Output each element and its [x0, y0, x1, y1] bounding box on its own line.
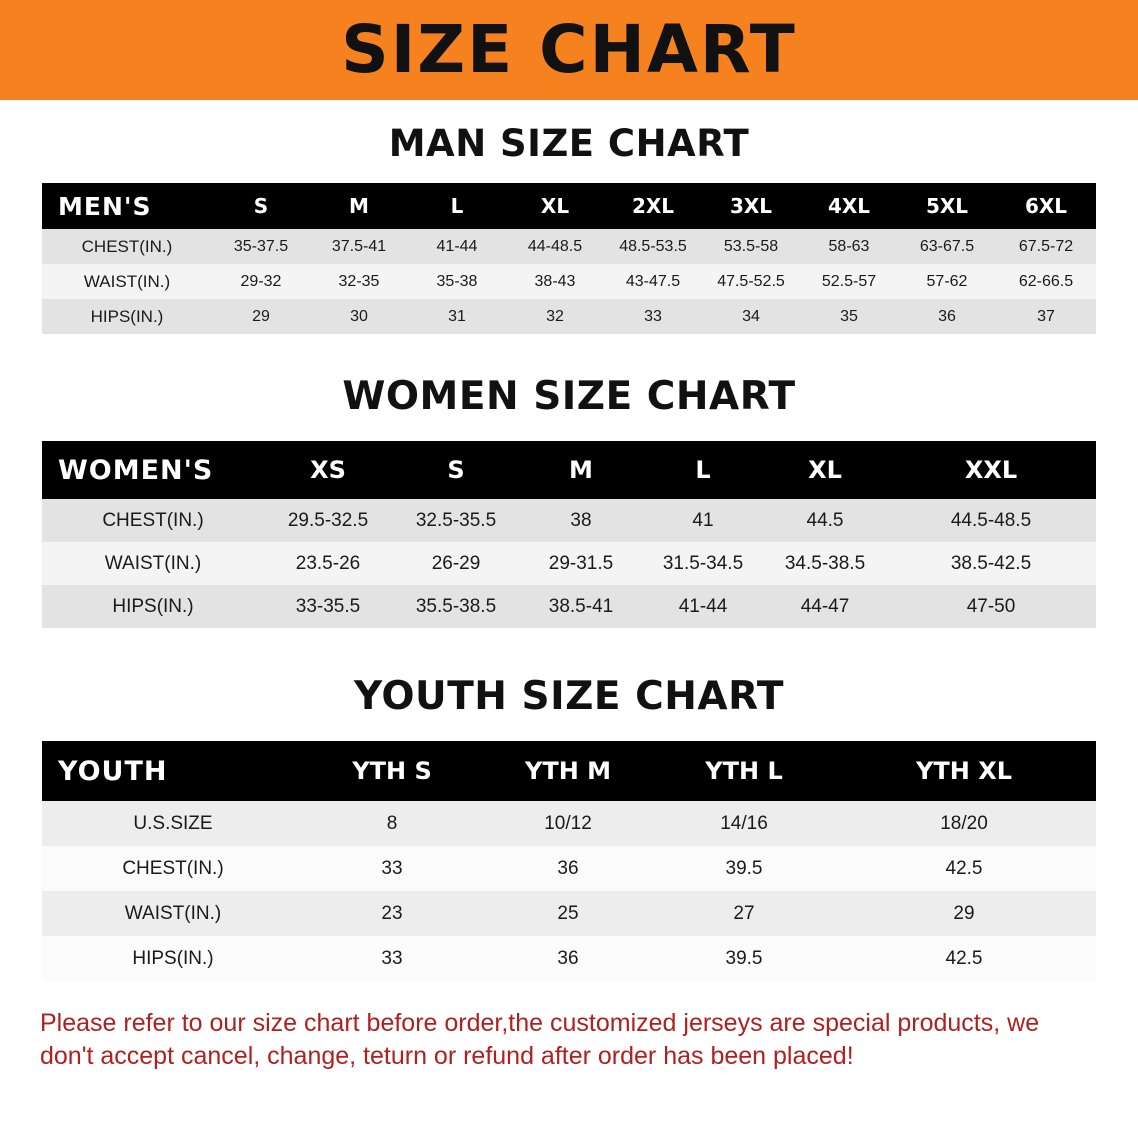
table-cell: 37: [1037, 307, 1055, 325]
table-cell: 33-35.5: [295, 595, 361, 617]
column-header: L: [408, 183, 506, 229]
table-cell: 29-32: [240, 272, 282, 290]
row-label: WAIST(IN.): [83, 271, 171, 291]
table-row: [42, 264, 1096, 299]
row-label: WAIST(IN.): [124, 902, 222, 924]
column-header: YTH M: [480, 741, 656, 801]
table-cell: 30: [350, 307, 368, 325]
table-cell: 32-35: [338, 272, 380, 290]
table-cell: 47-50: [966, 595, 1016, 617]
table-cell: 67.5-72: [1018, 237, 1074, 255]
table-row: [42, 299, 1096, 334]
table-row: [42, 846, 1096, 891]
table-cell: 29.5-32.5: [287, 509, 369, 531]
man-size-table: [42, 183, 1096, 334]
policy-note: Please refer to our size chart before order,the customized jerseys are special products, we don't accept cancel, change, teturn or refund after order has been placed!: [40, 1009, 1040, 1070]
table-cell: 47.5-52.5: [717, 272, 785, 290]
column-header: 3XL: [702, 183, 800, 229]
column-header: XS: [264, 441, 392, 499]
youth-size-table: [42, 741, 1096, 981]
row-label: CHEST(IN.): [122, 857, 224, 879]
column-header: S: [212, 183, 310, 229]
table-cell: 26-29: [431, 552, 481, 574]
table-cell: 29: [953, 902, 975, 924]
table-cell: 29: [252, 307, 270, 325]
page-banner: [0, 0, 1138, 100]
man-section-title: MAN SIZE CHART: [388, 122, 750, 165]
table-cell: 33: [644, 307, 662, 325]
table-cell: 14/16: [720, 812, 768, 834]
column-header: XL: [764, 441, 886, 499]
table-cell: 44-47: [800, 595, 850, 617]
column-header: XL: [506, 183, 604, 229]
column-header: M: [310, 183, 408, 229]
column-header: 2XL: [604, 183, 702, 229]
table-row: [42, 801, 1096, 846]
table-cell: 8: [386, 812, 398, 834]
table-cell: 32: [546, 307, 564, 325]
table-cell: 43-47.5: [625, 272, 681, 290]
table-header-row: [42, 741, 1096, 801]
table-cell: 31.5-34.5: [662, 552, 744, 574]
table-cell: 58-63: [828, 237, 870, 255]
column-header: L: [642, 441, 764, 499]
column-header: S: [392, 441, 520, 499]
table-cell: 41: [692, 509, 714, 531]
table-cell: 42.5: [945, 857, 983, 879]
table-cell: 35-38: [436, 272, 478, 290]
table-cell: 38.5-41: [548, 595, 614, 617]
column-header: YTH S: [304, 741, 480, 801]
table-cell: 27: [733, 902, 755, 924]
table-cell: 10/12: [544, 812, 592, 834]
row-label: WAIST(IN.): [104, 552, 202, 574]
table-cell: 48.5-53.5: [619, 237, 687, 255]
table-cell: 18/20: [940, 812, 988, 834]
table-cell: 42.5: [945, 947, 983, 969]
row-label: HIPS(IN.): [132, 947, 214, 969]
table-cell: 44.5: [806, 509, 844, 531]
table-header-row: [42, 441, 1096, 499]
column-header: 5XL: [898, 183, 996, 229]
table-cell: 63-67.5: [919, 237, 975, 255]
row-label: U.S.SIZE: [133, 812, 213, 834]
column-header: MEN'S: [42, 183, 212, 229]
women-table-wrapper: [42, 441, 1096, 628]
table-cell: 29-31.5: [548, 552, 614, 574]
table-cell: 36: [938, 307, 956, 325]
table-cell: 32.5-35.5: [415, 509, 497, 531]
women-size-table: [42, 441, 1096, 628]
column-header: 4XL: [800, 183, 898, 229]
table-row: [42, 499, 1096, 542]
column-header: 6XL: [996, 183, 1096, 229]
youth-section-title: YOUTH SIZE CHART: [354, 674, 784, 719]
row-label: CHEST(IN.): [102, 509, 204, 531]
column-header: WOMEN'S: [42, 441, 264, 499]
table-cell: 53.5-58: [723, 237, 779, 255]
column-header: YOUTH: [42, 741, 304, 801]
table-cell: 39.5: [725, 947, 763, 969]
table-cell: 36: [557, 947, 579, 969]
table-cell: 57-62: [926, 272, 968, 290]
table-cell: 34.5-38.5: [784, 552, 866, 574]
table-cell: 44.5-48.5: [950, 509, 1032, 531]
table-cell: 25: [557, 902, 579, 924]
table-cell: 33: [381, 857, 403, 879]
table-cell: 33: [381, 947, 403, 969]
table-cell: 23: [381, 902, 403, 924]
women-section-title: WOMEN SIZE CHART: [342, 374, 796, 419]
table-cell: 35.5-38.5: [415, 595, 497, 617]
table-cell: 41-44: [678, 595, 728, 617]
table-cell: 36: [557, 857, 579, 879]
table-row: [42, 585, 1096, 628]
table-cell: 38: [570, 509, 592, 531]
table-row: [42, 229, 1096, 264]
table-cell: 52.5-57: [821, 272, 877, 290]
table-row: [42, 936, 1096, 981]
table-row: [42, 542, 1096, 585]
page-title: SIZE CHART: [341, 11, 797, 88]
column-header: YTH L: [656, 741, 832, 801]
column-header: XXL: [886, 441, 1096, 499]
column-header: M: [520, 441, 642, 499]
table-cell: 37.5-41: [331, 237, 387, 255]
man-table-wrapper: [42, 183, 1096, 334]
table-cell: 38.5-42.5: [950, 552, 1032, 574]
table-cell: 35-37.5: [233, 237, 289, 255]
row-label: HIPS(IN.): [112, 595, 194, 617]
column-header: YTH XL: [832, 741, 1096, 801]
table-row: [42, 891, 1096, 936]
youth-table-wrapper: [42, 741, 1096, 981]
table-cell: 35: [840, 307, 858, 325]
table-cell: 44-48.5: [527, 237, 583, 255]
table-header-row: [42, 183, 1096, 229]
table-cell: 41-44: [436, 237, 478, 255]
table-cell: 31: [448, 307, 466, 325]
row-label: HIPS(IN.): [90, 306, 164, 326]
table-cell: 39.5: [725, 857, 763, 879]
table-cell: 38-43: [534, 272, 576, 290]
row-label: CHEST(IN.): [81, 236, 173, 256]
table-cell: 34: [742, 307, 760, 325]
table-cell: 23.5-26: [295, 552, 361, 574]
table-cell: 62-66.5: [1018, 272, 1074, 290]
